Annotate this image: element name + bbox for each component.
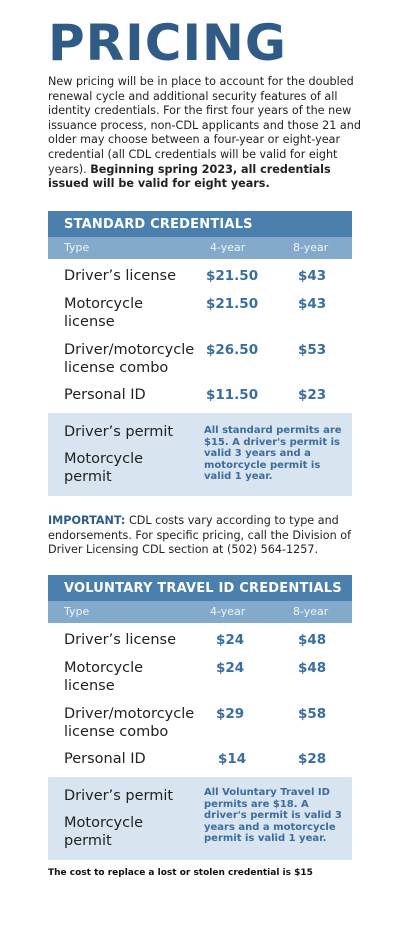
replacement-cost-note: The cost to replace a lost or stolen credential is $15 xyxy=(48,868,313,878)
drivers-permit-label: Driver’s permit xyxy=(64,788,174,804)
price-8-year: $23 xyxy=(298,387,327,403)
important-notice xyxy=(48,514,358,558)
price-8-year: $43 xyxy=(298,296,327,312)
credential-name: Driver/motorcycle license combo xyxy=(64,706,195,740)
price-4-year: $21.50 xyxy=(206,268,259,284)
intro-paragraph xyxy=(48,75,362,192)
permit-note: All standard permits are $15. A driver's permit is valid 3 years and a motorcycle permit is valid 1 year. xyxy=(204,425,342,482)
standard-table-column-header xyxy=(48,237,352,259)
important-text: CDL costs vary according to type and endorsements. For specific pricing, call the Division of Driver Licensing CDL section at (502) 564-1257. xyxy=(48,514,352,557)
price-8-year: $58 xyxy=(298,706,327,722)
column-8-year: 8-year xyxy=(293,241,329,254)
intro-text: New pricing will be in place to account for the doubled renewal cycle and additional security features of all identity credentials. For the first four years of the new issuance process, non-CDL applicants and those 21 and older may choose between a four-year or eight-year credential (all CDL credentials will be valid for eight years). xyxy=(48,75,361,176)
price-4-year: $29 xyxy=(216,706,245,722)
motorcycle-permit-label: Motorcycle permit xyxy=(64,815,144,849)
price-4-year: $11.50 xyxy=(206,387,259,403)
credential-name: Personal ID xyxy=(64,387,146,403)
permits-box xyxy=(48,777,352,860)
important-label: IMPORTANT: xyxy=(48,514,126,527)
column-4-year: 4-year xyxy=(210,241,246,254)
page-title: PRICING xyxy=(48,14,287,72)
intro-bold-text: Beginning spring 2023, all credentials issued will be valid for eight years. xyxy=(48,162,331,191)
standard-credentials-table xyxy=(48,211,352,496)
credential-name: Motorcycle license xyxy=(64,296,144,330)
column-type: Type xyxy=(64,605,90,618)
price-4-year: $24 xyxy=(216,660,245,676)
motorcycle-permit-label: Motorcycle permit xyxy=(64,451,144,485)
column-type: Type xyxy=(64,241,90,254)
permits-box xyxy=(48,413,352,496)
credential-name: Motorcycle license xyxy=(64,660,144,694)
voluntary-table-heading: VOLUNTARY TRAVEL ID CREDENTIALS xyxy=(48,575,352,601)
price-8-year: $43 xyxy=(298,268,327,284)
standard-table-heading: STANDARD CREDENTIALS xyxy=(48,211,352,237)
voluntary-credentials-table xyxy=(48,575,352,860)
price-4-year: $14 xyxy=(218,751,247,767)
column-4-year: 4-year xyxy=(210,605,246,618)
credential-name: Driver’s license xyxy=(64,632,177,648)
credential-name: Personal ID xyxy=(64,751,146,767)
permit-note: All Voluntary Travel ID permits are $18. A driver's permit is valid 3 years and a motorcycle permit is valid 1 year. xyxy=(204,787,342,844)
price-8-year: $53 xyxy=(298,342,327,358)
price-8-year: $28 xyxy=(298,751,327,767)
price-8-year: $48 xyxy=(298,660,327,676)
price-8-year: $48 xyxy=(298,632,327,648)
voluntary-table-column-header xyxy=(48,601,352,623)
credential-name: Driver’s license xyxy=(64,268,177,284)
column-8-year: 8-year xyxy=(293,605,329,618)
price-4-year: $21.50 xyxy=(206,296,259,312)
credential-name: Driver/motorcycle license combo xyxy=(64,342,195,376)
price-4-year: $24 xyxy=(216,632,245,648)
price-4-year: $26.50 xyxy=(206,342,259,358)
drivers-permit-label: Driver’s permit xyxy=(64,424,174,440)
